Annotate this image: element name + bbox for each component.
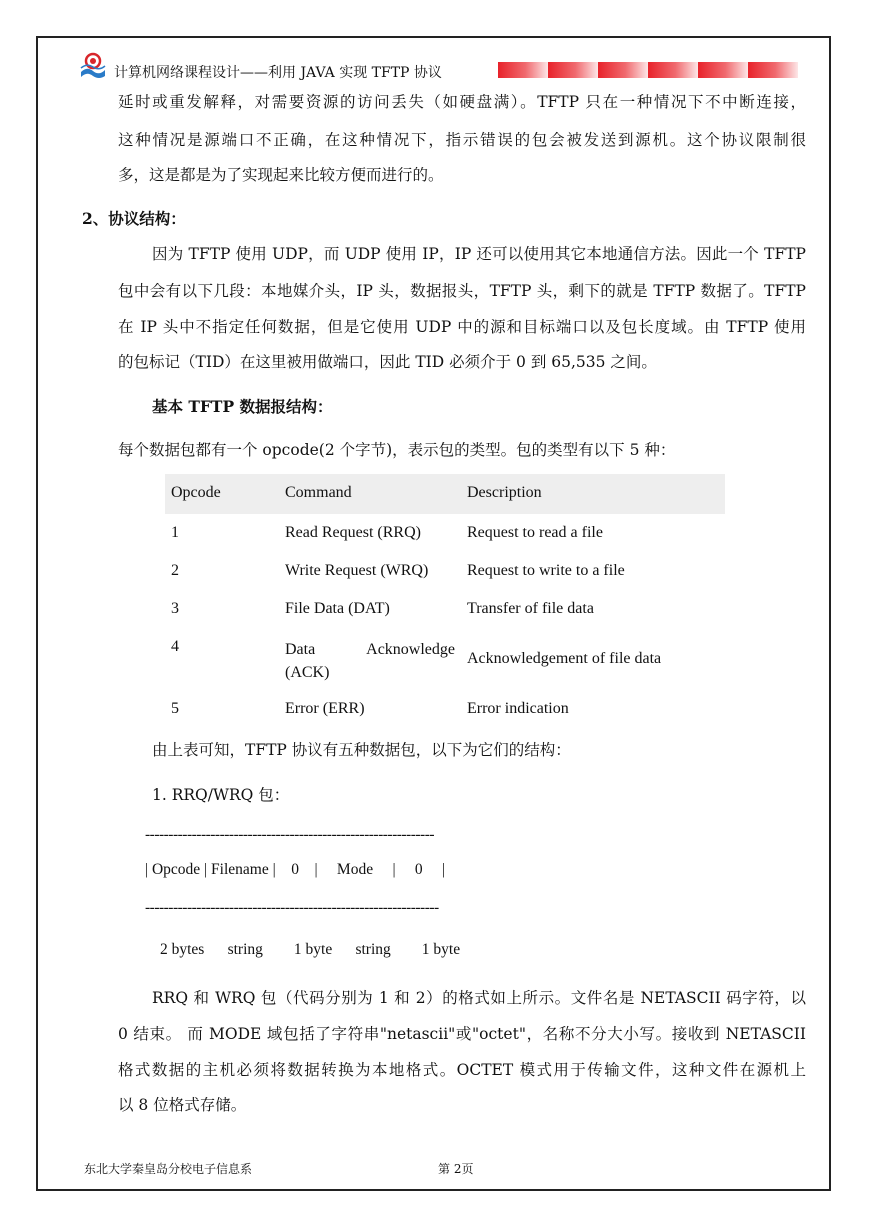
after-table-text: 由上表可知，TFTP 协议有五种数据包，以下为它们的结构： bbox=[152, 741, 571, 759]
table-row bbox=[165, 628, 725, 690]
cell-description: Acknowledgement of file data bbox=[467, 650, 662, 667]
cell-description: Request to read a file bbox=[467, 524, 603, 541]
header-opcode: Opcode bbox=[171, 484, 221, 501]
rrq-dash-top: -------------------------------------------------------------- bbox=[145, 826, 435, 843]
rrq-dash-bottom: --------------------------------------------------------------- bbox=[145, 899, 439, 916]
page-header bbox=[80, 52, 810, 82]
cell-opcode: 4 bbox=[171, 638, 179, 655]
footer-page-number: 第 2页 bbox=[438, 1162, 474, 1176]
cell-command bbox=[285, 638, 455, 684]
cell-command: Read Request (RRQ) bbox=[285, 524, 421, 541]
rrq-sizes: 2 bytes string 1 byte string 1 byte bbox=[160, 941, 461, 958]
table-row bbox=[165, 552, 725, 590]
cell-opcode: 1 bbox=[171, 524, 179, 541]
section-line: 包中会有以下几段：本地媒介头，IP 头，数据报头，TFTP 头，剩下的就是 TFTP 数据了。TFTP bbox=[118, 282, 806, 300]
rrq-fields: | Opcode | Filename | 0 | Mode | 0 | bbox=[145, 861, 446, 878]
section-line: 的包标记（TID）在这里被用做端口，因此 TID 必须介于 0 到 65,535 之间。 bbox=[118, 353, 657, 371]
rrq-line: 格式数据的主机必须将数据转换为本地格式。OCTET 模式用于传输文件，这种文件在源机上 bbox=[118, 1061, 806, 1079]
subheading: 基本 TFTP 数据报结构： bbox=[152, 397, 333, 416]
section-line: 在 IP 头中不指定任何数据，但是它使用 UDP 中的源和目标端口以及包长度域。由 TFTP 使用 bbox=[118, 318, 806, 336]
table-row bbox=[165, 590, 725, 628]
cell-description: Error indication bbox=[467, 700, 569, 717]
cell-opcode: 3 bbox=[171, 600, 179, 617]
rrq-line: RRQ 和 WRQ 包（代码分别为 1 和 2）的格式如上所示。文件名是 NETASCII 码字符，以 bbox=[152, 989, 806, 1007]
cell-opcode: 2 bbox=[171, 562, 179, 579]
table-row bbox=[165, 514, 725, 552]
table-intro: 每个数据包都有一个 opcode(2 个字节)，表示包的类型。包的类型有以下 5 种： bbox=[118, 441, 676, 459]
cell-command: Error (ERR) bbox=[285, 700, 365, 717]
table-header bbox=[165, 474, 725, 514]
intro-line: 多，这是都是为了实现起来比较方便而进行的。 bbox=[118, 166, 444, 184]
header-decoration bbox=[498, 62, 808, 78]
rrq-title: 1. RRQ/WRQ 包： bbox=[152, 786, 290, 804]
intro-line: 延时或重发解释，对需要资源的访问丢失（如硬盘满）。TFTP 只在一种情况下不中断连接， bbox=[118, 93, 806, 111]
header-title: 计算机网络课程设计——利用 JAVA 实现 TFTP 协议 bbox=[114, 65, 442, 81]
section-heading: 2、协议结构： bbox=[82, 209, 186, 228]
cell-command: File Data (DAT) bbox=[285, 600, 390, 617]
cell-description: Request to write to a file bbox=[467, 562, 625, 579]
university-logo-icon bbox=[80, 52, 106, 80]
cell-command-line1: Data Acknowledge bbox=[285, 641, 455, 658]
cell-command: Write Request (WRQ) bbox=[285, 562, 429, 579]
rrq-line: 0 结束。 而 MODE 域包括了字符串"netascii"或"octet"，名称不分大小写。接收到 NETASCII bbox=[118, 1025, 806, 1043]
cell-description: Transfer of file data bbox=[467, 600, 594, 617]
intro-line: 这种情况是源端口不正确，在这种情况下，指示错误的包会被发送到源机。这个协议限制很 bbox=[118, 131, 806, 149]
cell-command-line2: (ACK) bbox=[285, 664, 330, 681]
section-line: 因为 TFTP 使用 UDP，而 UDP 使用 IP，IP 还可以使用其它本地通信方法。因此一个 TFTP bbox=[152, 245, 806, 263]
opcode-table bbox=[165, 474, 725, 728]
cell-opcode: 5 bbox=[171, 700, 179, 717]
header-description: Description bbox=[467, 484, 542, 501]
rrq-line: 以 8 位格式存储。 bbox=[118, 1096, 247, 1114]
header-command: Command bbox=[285, 484, 352, 501]
footer-department: 东北大学秦皇岛分校电子信息系 bbox=[84, 1162, 253, 1176]
table-row bbox=[165, 690, 725, 728]
